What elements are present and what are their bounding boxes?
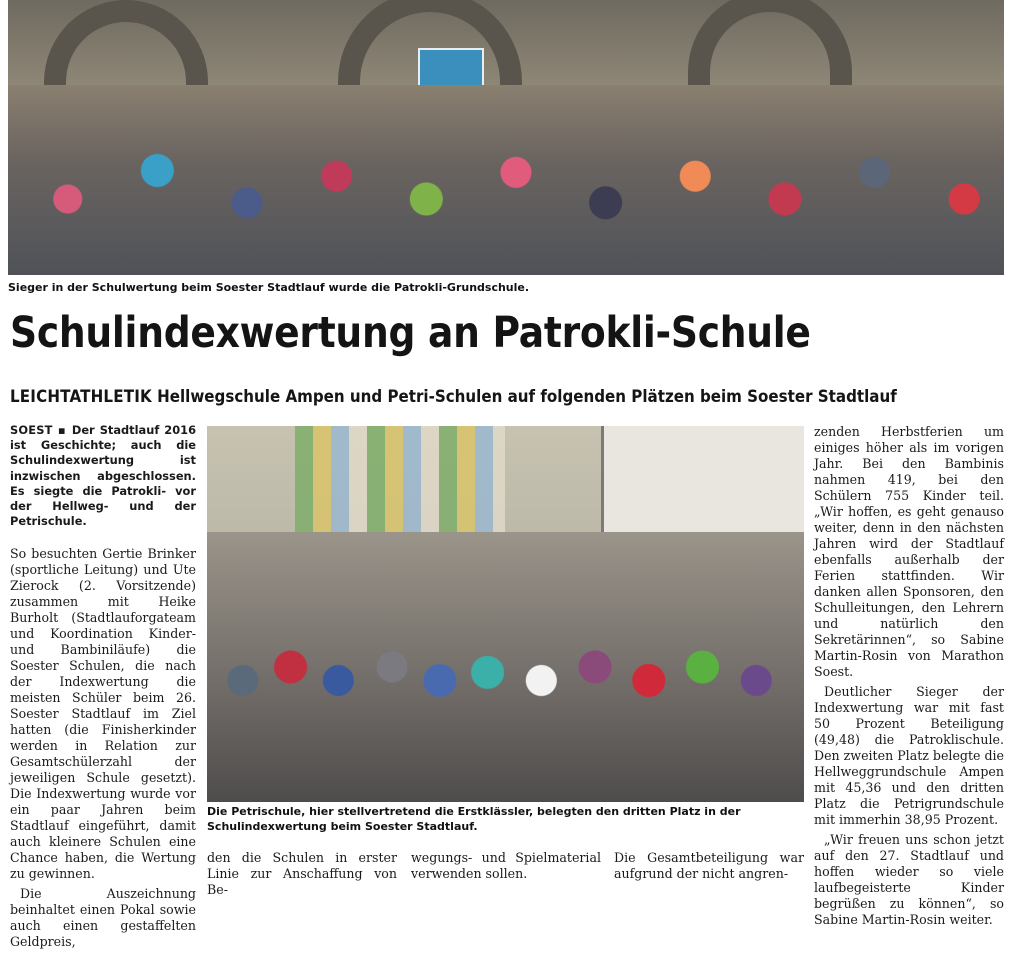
top-photo-caption: Sieger in der Schulwertung beim Soester Stadtlauf wurde die Patrokli-Grundschule. (8, 281, 530, 294)
kicker: LEICHTATHLETIK (10, 387, 152, 407)
subheadline (10, 385, 898, 409)
body-paragraph: „Wir freuen uns schon jetzt auf den 27. Stadtlauf und hoffen wieder so viele laufbegeisterte Kinder begrüßen zu können“, so Sabine Martin-Rosin weiter. (814, 832, 1004, 927)
middle-photo (207, 426, 804, 802)
column-3: wegungs- und Spielmaterial verwenden sollen. (411, 850, 601, 881)
crowd-of-children (8, 85, 1004, 275)
column-2: den die Schulen in erster Linie zur Anschaffung von Be- (207, 850, 397, 897)
column-4-bottom: Die Gesamtbeteiligung war aufgrund der nicht angren- (614, 850, 804, 881)
lead-text: Der Stadtlauf 2016 ist Geschichte; auch die Schulindexwertung ist inzwischen abgeschlossen. Es siegte die Patrokli- vor der Hellweg- und der Petrischule. (10, 423, 197, 529)
column-right (814, 424, 1004, 932)
lead-paragraph (10, 423, 196, 529)
body-paragraph: So besuchten Gertie Brinker (sportliche Leitung) und Ute Zierock (2. Vorsitzende) zusammen mit Heike Burholt (Stadtlauforgateam und Koordination Kinder- und Bambiniläufe) die Soester Schulen, die nach der Indexwertung die meisten Schüler beim 26. Soester Stadtlauf im Ziel hatten (die Finisherkinder werden in Relation zur Gesamtschülerzahl der jeweiligen Schule gesetzt). Die Indexwertung wurde vor ein paar Jahren beim Stadtlauf eingeführt, damit auch kleinere Schulen eine Chance haben, die Wertung zu gewinnen. (10, 546, 196, 882)
body-paragraph: Die Auszeichnung beinhaltet einen Pokal sowie auch einen gestaffelten Geldpreis, (10, 886, 196, 950)
headline: Schulindexwertung an Patrokli-Schule (10, 308, 811, 358)
subheadline-text: Hellwegschule Ampen und Petri-Schulen auf folgenden Plätzen beim Soester Stadtlauf (157, 387, 897, 407)
wall-mosaic (295, 426, 505, 546)
body-paragraph: Deutlicher Sieger der Indexwertung war mit fast 50 Prozent Beteiligung (49,48) die Patroklischule. Den zweiten Platz belegte die Hellweggrundschule Ampen mit 45,36 und den dritten Platz die Petrigrundschule mit immerhin 38,95 Prozent. (814, 684, 1005, 827)
top-photo (8, 0, 1004, 275)
group-of-first-graders (207, 532, 804, 802)
column-1 (10, 423, 196, 954)
dateline: SOEST ▪ (10, 423, 67, 437)
middle-photo-caption: Die Petrischule, hier stellvertretend die Erstklässler, belegten den dritten Platz in der Schulindexwertung beim Soester Stadtlauf. (207, 805, 741, 833)
body-paragraph: zenden Herbstferien um einiges höher als im vorigen Jahr. Bei den Bambinis nahmen 419, bei den Schülern 755 Kinder teil. „Wir hoffen, es geht genauso weiter, denn in den nächsten Jahren wird der Stadtlauf ebenfalls außerhalb der Ferien stattfinden. Wir danken allen Sponsoren, den Schulleitungen, den Lehrern und natürlich den Sekretärinnen“, so Sabine Martin-Rosin von Marathon Soest. (814, 424, 1004, 679)
